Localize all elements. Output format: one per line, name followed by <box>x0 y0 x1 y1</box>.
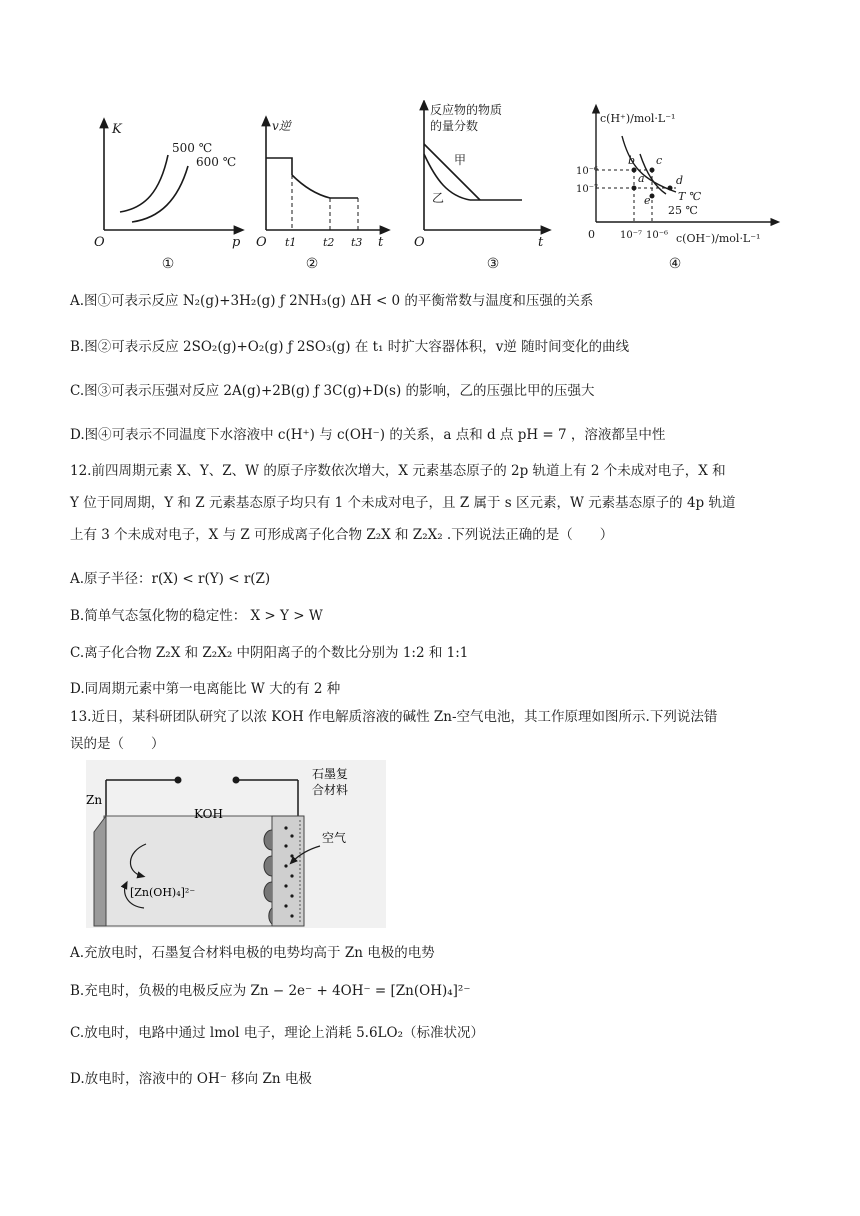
temp-25-label: 25 ℃ <box>668 204 698 217</box>
y2-label: 10⁻⁷ <box>576 184 599 195</box>
figure-2-graph <box>250 100 400 250</box>
curve-600-label: 600 ℃ <box>196 155 237 169</box>
t2-label: t2 <box>323 236 335 249</box>
q13-option-a: A.充放电时，石墨复合材料电极的电势均高于 Zn 电极的电势 <box>70 945 435 961</box>
caption-3: ③ <box>486 256 500 272</box>
q13-stem-line2: 误的是（ ） <box>70 736 165 752</box>
q12-option-c: C.离子化合物 Z₂X 和 Z₂X₂ 中阴阳离子的个数比分别为 1:2 和 1:1 <box>70 645 469 661</box>
caption-2: ② <box>305 256 319 272</box>
figure-3 <box>412 100 562 254</box>
curve-500-label: 500 ℃ <box>172 141 213 155</box>
point-a <box>632 186 637 191</box>
x1-label: 10⁻⁷ <box>620 230 643 241</box>
caption-1: ① <box>161 256 175 272</box>
q13-option-b: B.充电时，负极的电极反应为 Zn − 2e⁻ + 4OH⁻ = [Zn(OH)₄]²⁻ <box>70 983 471 999</box>
composite-label-1: 石墨复 <box>312 767 349 781</box>
y-label-line1: 反应物的物质 <box>430 103 503 117</box>
figure-4 <box>576 100 800 254</box>
figure-1-graph <box>90 100 260 250</box>
v-axis-label: v逆 <box>272 119 291 133</box>
x2-label: 10⁻⁶ <box>646 230 669 241</box>
q12-stem-line3: 上有 3 个未成对电子，X 与 Z 可形成离子化合物 Z₂X 和 Z₂X₂ .下列说法正确的是（ ） <box>70 527 614 543</box>
q12-stem-line2: Y 位于同周期，Y 和 Z 元素基态原子均只有 1 个未成对电子，且 Z 属于 s 区元素，W 元素基态原子的 4p 轨道 <box>70 495 736 511</box>
caption-4: ④ <box>668 256 682 272</box>
point-d <box>668 186 673 191</box>
q12-option-d: D.同周期元素中第一电离能比 W 大的有 2 种 <box>70 681 341 697</box>
y-label-line2: 的量分数 <box>430 119 479 133</box>
origin-label: O <box>256 235 267 250</box>
zincate-ion-label: [Zn(OH)₄]²⁻ <box>130 886 196 899</box>
t3-label: t3 <box>351 236 363 249</box>
q11-option-d: D.图④可表示不同温度下水溶液中 c(H⁺) 与 c(OH⁻) 的关系，a 点和 d 点 pH = 7 ，溶液都呈中性 <box>70 427 666 443</box>
label-c: c <box>656 154 663 167</box>
q12-stem-line1: 12.前四周期元素 X、Y、Z、W 的原子序数依次增大，X 元素基态原子的 2p 轨道上有 2 个未成对电子，X 和 <box>70 463 726 479</box>
zn-label: Zn <box>86 793 103 807</box>
zn-air-battery-diagram <box>86 760 386 928</box>
y-axis-label: c(H⁺)/mol·L⁻¹ <box>600 112 676 125</box>
label-b: b <box>628 154 636 167</box>
zn-electrode <box>94 816 106 926</box>
t-axis-label: t <box>538 235 544 250</box>
composite-electrode <box>272 816 304 926</box>
q12-option-a: A.原子半径：r(X) < r(Y) < r(Z) <box>70 571 271 587</box>
origin-label: O <box>94 235 105 250</box>
terminal-left <box>175 777 182 784</box>
curve-600 <box>132 166 188 222</box>
figure-3-graph <box>412 100 562 250</box>
figures-row <box>60 100 800 280</box>
koh-label: KOH <box>194 807 223 821</box>
figure-1 <box>90 100 260 254</box>
figure-2 <box>250 100 400 254</box>
q13-option-c: C.放电时，电路中通过 lmol 电子，理论上消耗 5.6LO₂（标准状况） <box>70 1025 484 1041</box>
v-curve <box>292 175 330 198</box>
curve-yi-label: 乙 <box>432 191 445 205</box>
q12-option-b: B.简单气态氢化物的稳定性： X > Y > W <box>70 608 323 624</box>
q13-option-d: D.放电时，溶液中的 OH⁻ 移向 Zn 电极 <box>70 1071 312 1087</box>
q11-option-c: C.图③可表示压强对反应 2A(g)+2B(g) ƒ 3C(g)+D(s) 的影响，乙的压强比甲的压强大 <box>70 383 595 399</box>
figure-4-graph <box>576 100 800 250</box>
q11-option-a: A.图①可表示反应 N₂(g)+3H₂(g) ƒ 2NH₃(g) ΔH < 0 的平衡常数与温度和压强的关系 <box>70 293 594 309</box>
origin-label: 0 <box>588 228 595 241</box>
label-e: e <box>644 194 651 207</box>
k-axis-label: K <box>112 122 122 137</box>
air-label: 空气 <box>322 831 347 845</box>
q11-option-b: B.图②可表示反应 2SO₂(g)+O₂(g) ƒ 2SO₃(g) 在 t₁ 时扩大容器体积，v逆 随时间变化的曲线 <box>70 339 630 355</box>
label-a: a <box>638 172 645 185</box>
battery-svg <box>86 760 386 928</box>
q13-stem-line1: 13.近日，某科研团队研究了以浓 KOH 作电解质溶液的碱性 Zn-空气电池，其工作原理如图所示.下列说法错 <box>70 709 718 725</box>
curve-500 <box>120 155 168 212</box>
t1-label: t1 <box>285 236 297 249</box>
point-b <box>632 168 637 173</box>
t-axis-label: t <box>378 235 384 250</box>
label-d: d <box>676 174 684 187</box>
point-c <box>650 168 655 173</box>
composite-label-2: 合材料 <box>312 783 349 797</box>
v-line-initial <box>266 158 292 175</box>
temp-t-label: T ℃ <box>678 190 702 203</box>
y1-label: 10⁻⁶ <box>576 166 599 177</box>
x-axis-label: c(OH⁻)/mol·L⁻¹ <box>676 232 761 245</box>
p-axis-label: p <box>232 235 241 250</box>
origin-label: O <box>414 235 425 250</box>
curve-jia-label: 甲 <box>454 153 467 167</box>
